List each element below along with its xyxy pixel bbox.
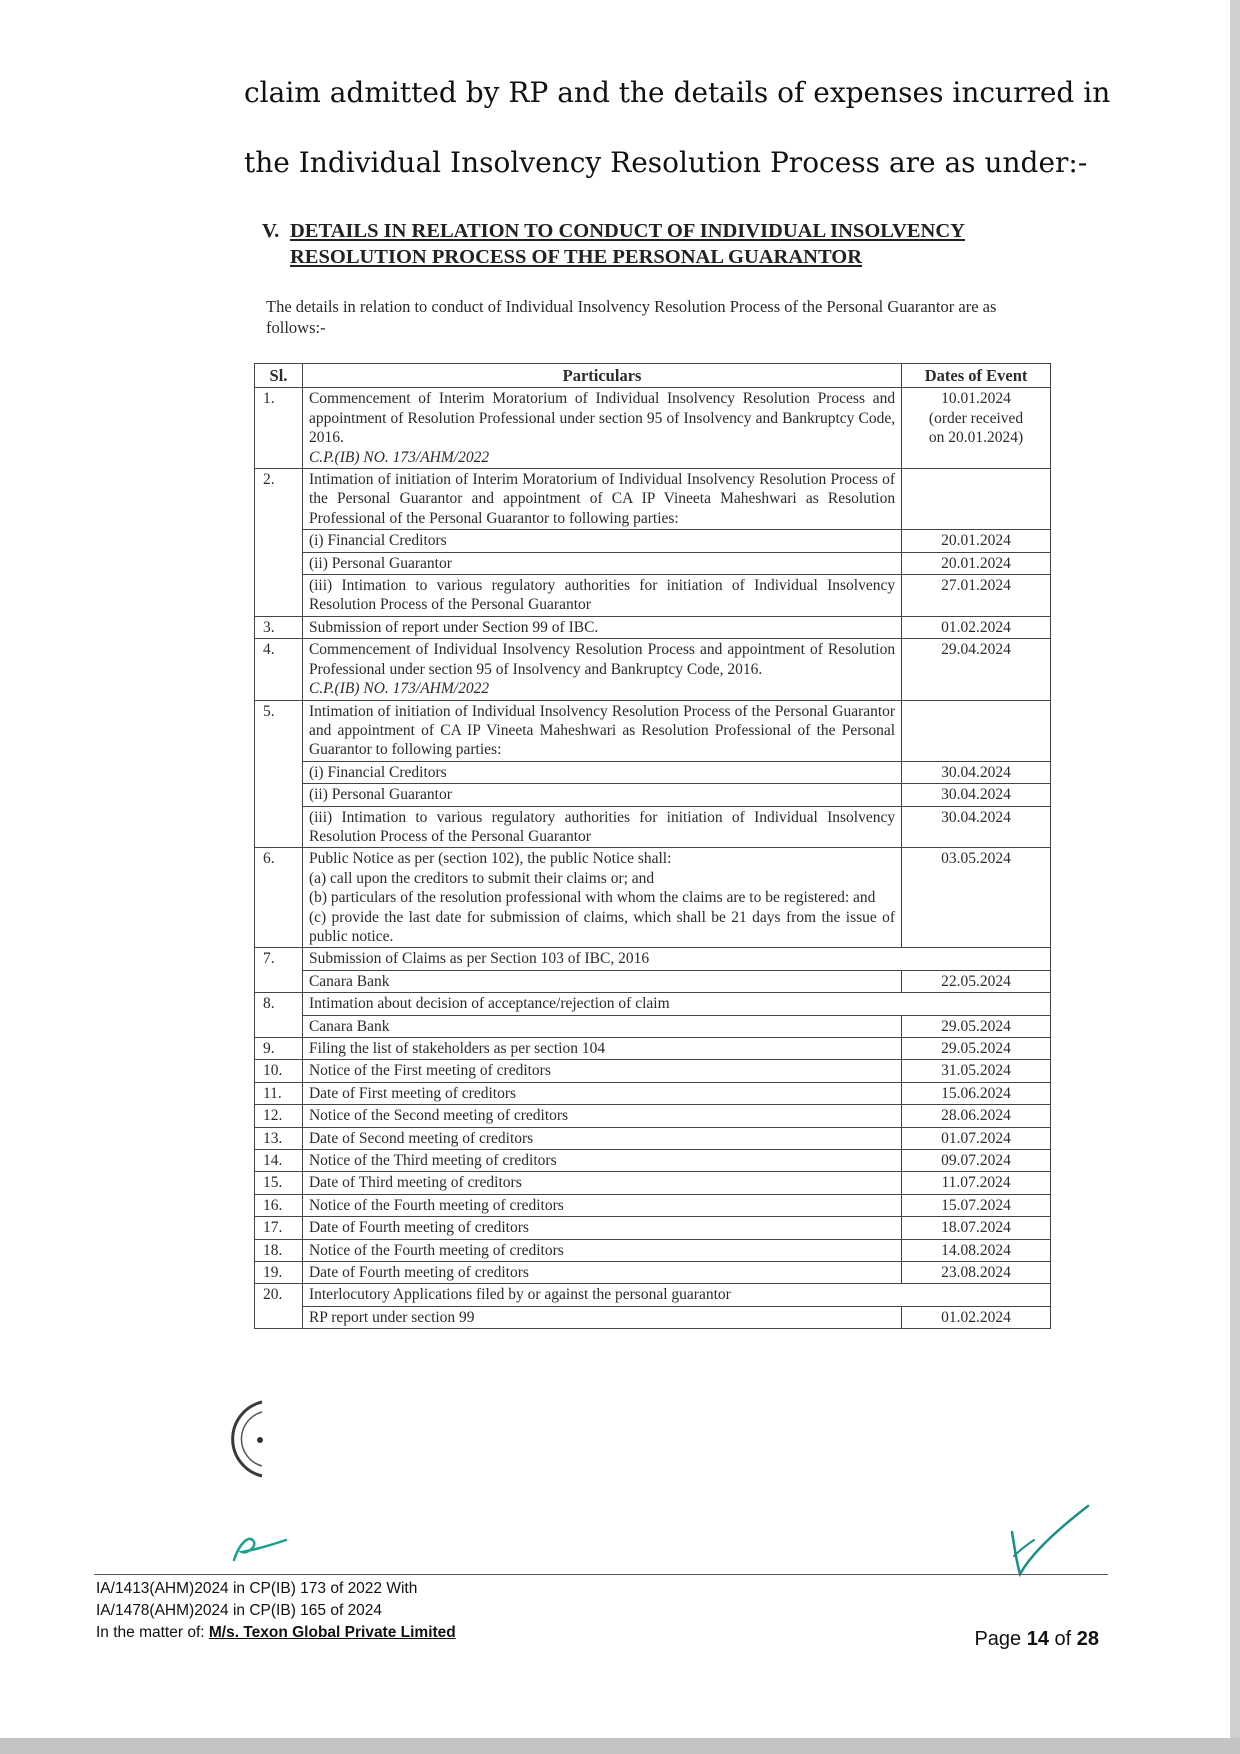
- row-date: 11.07.2024: [902, 1172, 1051, 1194]
- intro-paragraph: [244, 58, 1144, 198]
- row-particulars: Notice of the Fourth meeting of creditors: [302, 1194, 901, 1216]
- date-line-2: (order received: [928, 409, 1024, 427]
- table-row: [255, 948, 1051, 970]
- row-particulars: Intimation about decision of acceptance/rejection of claim: [302, 993, 1050, 1015]
- row-particulars: Interlocutory Applications filed by or against the personal guarantor: [302, 1284, 1050, 1306]
- row-particulars: Notice of the Third meeting of creditors: [302, 1150, 901, 1172]
- header-date: Dates of Event: [902, 364, 1051, 388]
- row-sl: 7.: [255, 948, 303, 993]
- subrow-text: (iii) Intimation to various regulatory authorities for initiation of Individual Insolvency Resolution Process of the Personal Guarantor: [302, 806, 901, 848]
- subrow-text: Canara Bank: [302, 970, 901, 992]
- section-lead-text: The details in relation to conduct of Individual Insolvency Resolution Process of the Personal Guarantor are as follows:-: [266, 297, 997, 337]
- intro-line-1: claim admitted by RP and the details of expenses incurred in: [244, 76, 1111, 109]
- row-sl: 5.: [255, 700, 303, 848]
- footer-case-line-1: IA/1413(AHM)2024 in CP(IB) 173 of 2022 With: [96, 1580, 418, 1597]
- row-particulars: Submission of report under Section 99 of IBC.: [302, 616, 901, 638]
- subrow-date: 30.04.2024: [902, 784, 1051, 806]
- subrow-date: 27.01.2024: [902, 575, 1051, 617]
- notice-line-1: Public Notice as per (section 102), the public Notice shall:: [308, 850, 672, 868]
- page-footer: [96, 1578, 1106, 1644]
- row-date: [902, 388, 1051, 469]
- section-number: V.: [262, 220, 280, 242]
- row-date-empty: [902, 469, 1051, 530]
- subrow-text: (i) Financial Creditors: [302, 761, 901, 783]
- section-title: DETAILS IN RELATION TO CONDUCT OF INDIVIDUAL INSOLVENCY RESOLUTION PROCESS OF THE PERSONAL GUARANTOR: [290, 220, 965, 268]
- row-case-ref: C.P.(IB) NO. 173/AHM/2022: [308, 680, 490, 698]
- row-particulars: Notice of the Second meeting of creditors: [302, 1105, 901, 1127]
- subrow-text: RP report under section 99: [302, 1306, 901, 1328]
- row-particulars: Notice of the First meeting of creditors: [302, 1060, 901, 1082]
- table-row: [255, 639, 1051, 700]
- row-text: Commencement of Individual Insolvency Resolution Process and appointment of Resolution Professional under section 95 of Insolvency and Bankruptcy Code, 2016.: [308, 641, 896, 678]
- footer-matter-line: [96, 1622, 1106, 1644]
- table-row: [255, 1060, 1051, 1082]
- table-row: [255, 1284, 1051, 1306]
- subrow-text: (i) Financial Creditors: [302, 530, 901, 552]
- row-date: 23.08.2024: [902, 1262, 1051, 1284]
- row-case-ref: C.P.(IB) NO. 173/AHM/2022: [308, 448, 490, 466]
- table-subrow: [255, 1306, 1051, 1328]
- row-particulars: [302, 639, 901, 700]
- table-subrow: [255, 552, 1051, 574]
- table-subrow: [255, 530, 1051, 552]
- date-line-3: on 20.01.2024): [928, 429, 1024, 447]
- iirp-events-table: [254, 363, 1051, 1329]
- row-sl: 9.: [255, 1038, 303, 1060]
- table-row: [255, 1038, 1051, 1060]
- signature-left-icon: [228, 1530, 292, 1564]
- footer-case-line-2: IA/1478(AHM)2024 in CP(IB) 165 of 2024: [96, 1602, 383, 1619]
- page-prefix: Page: [974, 1628, 1027, 1650]
- row-particulars: Filing the list of stakeholders as per section 104: [302, 1038, 901, 1060]
- table-subrow: [255, 970, 1051, 992]
- table-row: [255, 993, 1051, 1015]
- row-sl: 8.: [255, 993, 303, 1038]
- table-row: [255, 700, 1051, 761]
- row-date: 14.08.2024: [902, 1239, 1051, 1261]
- row-date: 01.07.2024: [902, 1127, 1051, 1149]
- table-row: [255, 388, 1051, 469]
- table-row: [255, 1172, 1051, 1194]
- row-sl: 19.: [255, 1262, 303, 1284]
- row-sl: 13.: [255, 1127, 303, 1149]
- row-sl: 2.: [255, 469, 303, 617]
- matter-party: M/s. Texon Global Private Limited: [208, 1624, 456, 1641]
- table-row: [255, 469, 1051, 530]
- subrow-text: (ii) Personal Guarantor: [302, 784, 901, 806]
- row-date: 15.06.2024: [902, 1082, 1051, 1104]
- row-sl: 12.: [255, 1105, 303, 1127]
- signature-right-icon: [1004, 1500, 1092, 1580]
- row-date: 28.06.2024: [902, 1105, 1051, 1127]
- table-row: [255, 1127, 1051, 1149]
- row-particulars: [302, 848, 901, 948]
- table-subrow: [255, 1015, 1051, 1037]
- row-date: 15.07.2024: [902, 1194, 1051, 1216]
- row-date-empty: [902, 700, 1051, 761]
- table-subrow: [255, 784, 1051, 806]
- row-particulars: Date of Fourth meeting of creditors: [302, 1262, 901, 1284]
- table-subrow: [255, 806, 1051, 848]
- table-row: [255, 616, 1051, 638]
- row-date: 09.07.2024: [902, 1150, 1051, 1172]
- round-seal-stamp-icon: [222, 1398, 266, 1480]
- row-date: 29.05.2024: [902, 1038, 1051, 1060]
- row-date: 18.07.2024: [902, 1217, 1051, 1239]
- row-text: Commencement of Interim Moratorium of Individual Insolvency Resolution Process and appointment of Resolution Professional under section 95 of Insolvency and Bankruptcy Code, 2016.: [308, 390, 896, 447]
- row-date: 03.05.2024: [902, 848, 1051, 948]
- subrow-text: (ii) Personal Guarantor: [302, 552, 901, 574]
- table-row: [255, 1262, 1051, 1284]
- scan-edge-bottom: [0, 1738, 1240, 1754]
- subrow-date: 30.04.2024: [902, 806, 1051, 848]
- row-particulars: Date of Fourth meeting of creditors: [302, 1217, 901, 1239]
- row-date: 01.02.2024: [902, 616, 1051, 638]
- notice-line-4: (c) provide the last date for submission of claims, which shall be 21 days from the issue of public notice.: [308, 908, 896, 945]
- row-particulars: Notice of the Fourth meeting of creditors: [302, 1239, 901, 1261]
- table-row: [255, 1194, 1051, 1216]
- header-sl: Sl.: [255, 364, 303, 388]
- subrow-date: 29.05.2024: [902, 1015, 1051, 1037]
- notice-line-3: (b) particulars of the resolution professional with whom the claims are to be registered: and: [308, 889, 876, 907]
- table-row: [255, 1239, 1051, 1261]
- row-particulars: Intimation of initiation of Individual Insolvency Resolution Process of the Personal Guarantor and appointment of CA IP Vineeta Maheshwari as Resolution Professional of the Personal Guarantor to following parties:: [302, 700, 901, 761]
- notice-line-2: (a) call upon the creditors to submit their claims or; and: [308, 869, 655, 887]
- table-row: [255, 1082, 1051, 1104]
- row-sl: 16.: [255, 1194, 303, 1216]
- row-sl: 11.: [255, 1082, 303, 1104]
- row-sl: 1.: [255, 388, 303, 469]
- subrow-date: 20.01.2024: [902, 530, 1051, 552]
- row-sl: 6.: [255, 848, 303, 948]
- row-particulars: Submission of Claims as per Section 103 of IBC, 2016: [302, 948, 1050, 970]
- footer-divider: [94, 1574, 1108, 1575]
- subrow-date: 01.02.2024: [902, 1306, 1051, 1328]
- subrow-text: Canara Bank: [302, 1015, 901, 1037]
- row-date: 31.05.2024: [902, 1060, 1051, 1082]
- table-header-row: [255, 364, 1051, 388]
- row-date: 29.04.2024: [902, 639, 1051, 700]
- row-particulars: [302, 388, 901, 469]
- matter-prefix: In the matter of:: [96, 1624, 209, 1641]
- table-row: [255, 1150, 1051, 1172]
- subrow-date: 22.05.2024: [902, 970, 1051, 992]
- row-sl: 18.: [255, 1239, 303, 1261]
- row-particulars: Intimation of initiation of Interim Moratorium of Individual Insolvency Resolution Process of the Personal Guarantor and appointment of CA IP Vineeta Maheshwari as Resolution Professional of the Personal Guarantor to following parties:: [302, 469, 901, 530]
- row-sl: 3.: [255, 616, 303, 638]
- table-row: [255, 1105, 1051, 1127]
- subrow-date: 20.01.2024: [902, 552, 1051, 574]
- scan-edge-right: [1230, 0, 1240, 1754]
- intro-line-2: the Individual Insolvency Resolution Process are as under:-: [244, 146, 1088, 179]
- date-line-1: 10.01.2024: [941, 390, 1011, 408]
- row-sl: 10.: [255, 1060, 303, 1082]
- subrow-text: (iii) Intimation to various regulatory authorities for initiation of Individual Insolvency Resolution Process of the Personal Guarantor: [302, 575, 901, 617]
- row-particulars: Date of Third meeting of creditors: [302, 1172, 901, 1194]
- row-particulars: Date of First meeting of creditors: [302, 1082, 901, 1104]
- row-sl: 17.: [255, 1217, 303, 1239]
- header-particulars: Particulars: [302, 364, 901, 388]
- row-sl: 15.: [255, 1172, 303, 1194]
- table-row: [255, 1217, 1051, 1239]
- page-mid: of: [1048, 1628, 1077, 1650]
- table-subrow: [255, 761, 1051, 783]
- page-total: 28: [1076, 1628, 1099, 1650]
- row-sl: 4.: [255, 639, 303, 700]
- subrow-date: 30.04.2024: [902, 761, 1051, 783]
- table-subrow: [255, 575, 1051, 617]
- row-particulars: Date of Second meeting of creditors: [302, 1127, 901, 1149]
- page-number: [974, 1628, 1099, 1651]
- page-current: 14: [1026, 1628, 1049, 1650]
- row-sl: 20.: [255, 1284, 303, 1329]
- row-sl: 14.: [255, 1150, 303, 1172]
- table-row: [255, 848, 1051, 948]
